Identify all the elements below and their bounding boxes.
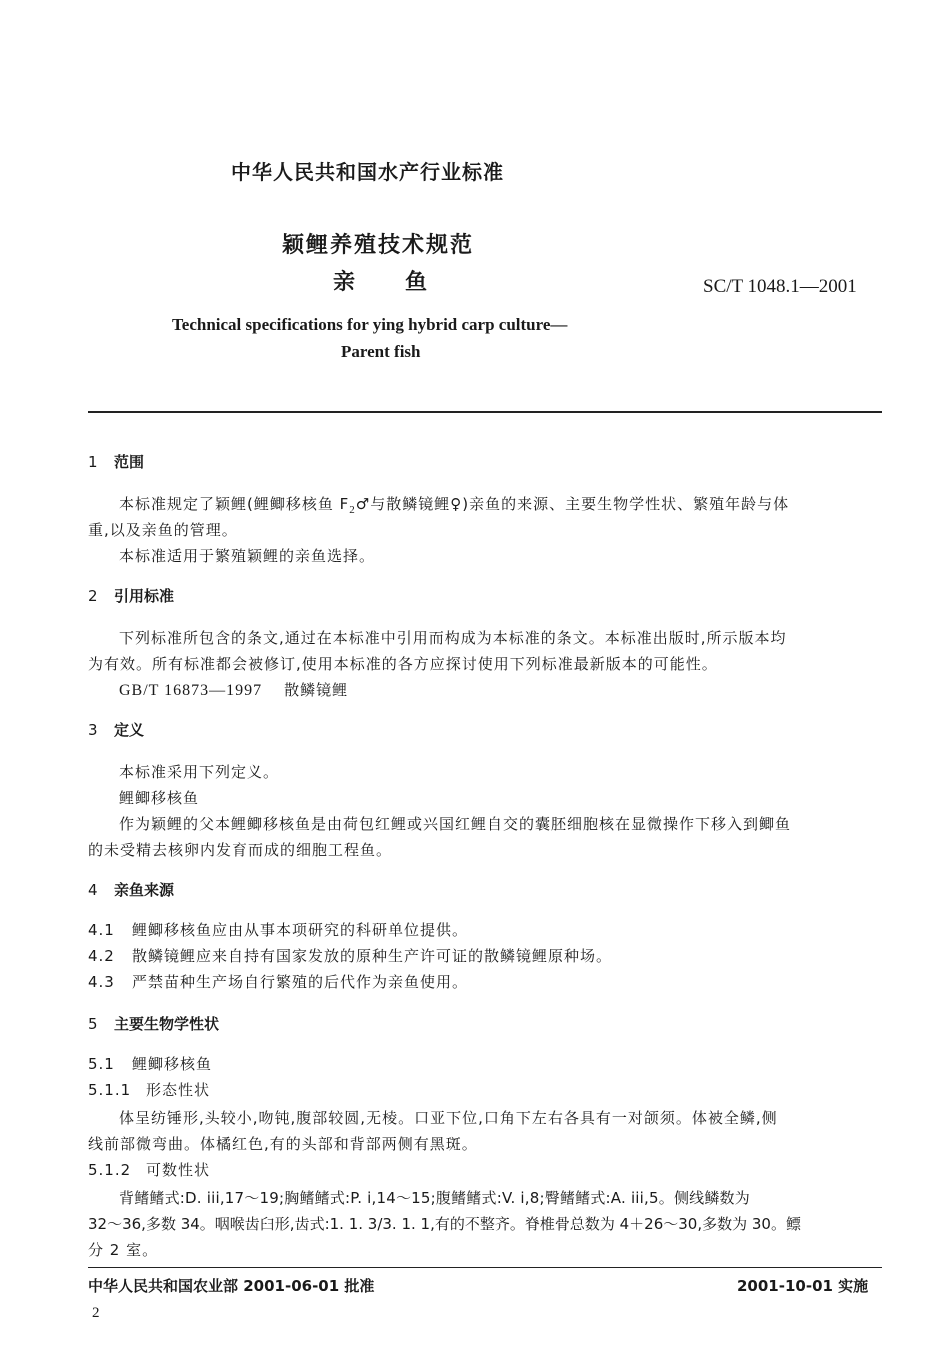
standard-title: 颖鲤养殖技术规范 — [282, 233, 475, 258]
section-2-heading — [88, 585, 174, 606]
meristic-text-line1: 背鳍鳍式:D. iii,17～19;胸鳍鳍式:P. i,14～15;腹鳍鳍式:V. i,8;臀鳍鳍式:A. iii,5。侧线鳞数为 — [119, 1189, 750, 1207]
references-paragraph-line2: 为有效。所有标准都会被修订,使用本标准的各方应探讨使用下列标准最新版本的可能性。 — [88, 655, 718, 673]
female-symbol-icon: ♀ — [450, 495, 463, 513]
subsection-number: 5.1.2 — [88, 1161, 132, 1179]
reference-entry — [119, 679, 348, 700]
references-paragraph-line1: 下列标准所包含的条文,通过在本标准中引用而构成为本标准的条文。本标准出版时,所示版本均 — [119, 629, 787, 647]
item-number: 4.1 — [88, 921, 115, 939]
item-text: 散鳞镜鲤应来自持有国家发放的原种生产许可证的散鳞镜鲤原种场。 — [132, 947, 613, 965]
section-1-heading — [88, 451, 144, 472]
effective-date: 2001-10-01 实施 — [737, 1277, 869, 1295]
issuing-org-heading: 中华人民共和国水产行业标准 — [231, 160, 504, 184]
section-3-heading — [88, 719, 144, 740]
section-number: 2 — [88, 587, 98, 605]
scope-applicability: 本标准适用于繁殖颖鲤的亲鱼选择。 — [119, 547, 376, 565]
subscript: 2 — [349, 504, 356, 516]
standard-subtitle: 亲 鱼 — [333, 270, 430, 295]
item-text: 鲤鲫移核鱼应由从事本项研究的科研单位提供。 — [132, 921, 469, 939]
subsection-5-1-1 — [88, 1079, 210, 1100]
subsection-number: 5.1.1 — [88, 1081, 132, 1099]
section-5-heading — [88, 1013, 219, 1034]
reference-code: GB/T 16873—1997 — [119, 682, 263, 699]
subsection-number: 5.1 — [88, 1055, 115, 1073]
standard-code: SC/T 1048.1—2001 — [703, 276, 857, 297]
item-text: 严禁苗种生产场自行繁殖的后代作为亲鱼使用。 — [132, 973, 469, 991]
item-number: 4.2 — [88, 947, 115, 965]
page-number: 2 — [92, 1305, 100, 1321]
header-divider — [88, 411, 882, 413]
section-title: 引用标准 — [114, 587, 175, 605]
subsection-5-1 — [88, 1053, 212, 1074]
male-symbol-icon: ♂ — [355, 495, 371, 513]
english-subtitle: Parent fish — [341, 342, 421, 361]
english-title: Technical specifications for ying hybrid carp culture— — [172, 315, 568, 334]
section-title: 定义 — [114, 721, 145, 739]
scope-paragraph-line2: 重,以及亲鱼的管理。 — [88, 521, 238, 539]
morphology-text-line2: 线前部微弯曲。体橘红色,有的头部和背部两侧有黑斑。 — [88, 1135, 478, 1153]
meristic-text-line2: 32～36,多数 34。咽喉齿臼形,齿式:1. 1. 3/3. 1. 1,有的不整齐。脊椎骨总数为 4＋26～30,多数为 30。鳔 — [88, 1215, 801, 1233]
source-item — [88, 971, 468, 992]
subsection-title: 可数性状 — [146, 1161, 211, 1179]
source-item — [88, 919, 468, 940]
subsection-title: 形态性状 — [146, 1081, 211, 1099]
definition-text-line1: 作为颖鲤的父本鲤鲫移核鱼是由荷包红鲤或兴国红鲤自交的囊胚细胞核在显微操作下移入到鲫鱼 — [119, 815, 792, 833]
section-number: 4 — [88, 881, 98, 899]
text-run: 本标准规定了颖鲤(鲤鲫移核鱼 F — [119, 495, 350, 513]
footer-divider — [88, 1267, 882, 1268]
source-item — [88, 945, 612, 966]
section-number: 1 — [88, 453, 98, 471]
section-number: 3 — [88, 721, 98, 739]
text-run: )亲鱼的来源、主要生物学性状、繁殖年龄与体 — [462, 495, 790, 513]
text-run: 与散鳞镜鲤 — [370, 495, 451, 513]
item-number: 4.3 — [88, 973, 115, 991]
subsection-5-1-2 — [88, 1159, 210, 1180]
definition-text-line2: 的未受精去核卵内发育而成的细胞工程鱼。 — [88, 841, 393, 859]
morphology-text-line1: 体呈纺锤形,头较小,吻钝,腹部较圆,无棱。口亚下位,口角下左右各具有一对颌须。体被全鳞,侧 — [119, 1109, 778, 1127]
section-number: 5 — [88, 1015, 98, 1033]
approval-line: 中华人民共和国农业部 2001-06-01 批准 — [88, 1277, 375, 1295]
definition-term: 鲤鲫移核鱼 — [119, 789, 200, 807]
meristic-text-line3: 分 2 室。 — [88, 1241, 159, 1259]
section-4-heading — [88, 879, 174, 900]
definitions-intro: 本标准采用下列定义。 — [119, 763, 280, 781]
subsection-title: 鲤鲫移核鱼 — [132, 1055, 213, 1073]
scope-paragraph-line1 — [119, 493, 789, 516]
section-title: 主要生物学性状 — [114, 1015, 220, 1033]
reference-name: 散鳞镜鲤 — [284, 681, 349, 699]
section-title: 亲鱼来源 — [114, 881, 175, 899]
section-title: 范围 — [114, 453, 145, 471]
